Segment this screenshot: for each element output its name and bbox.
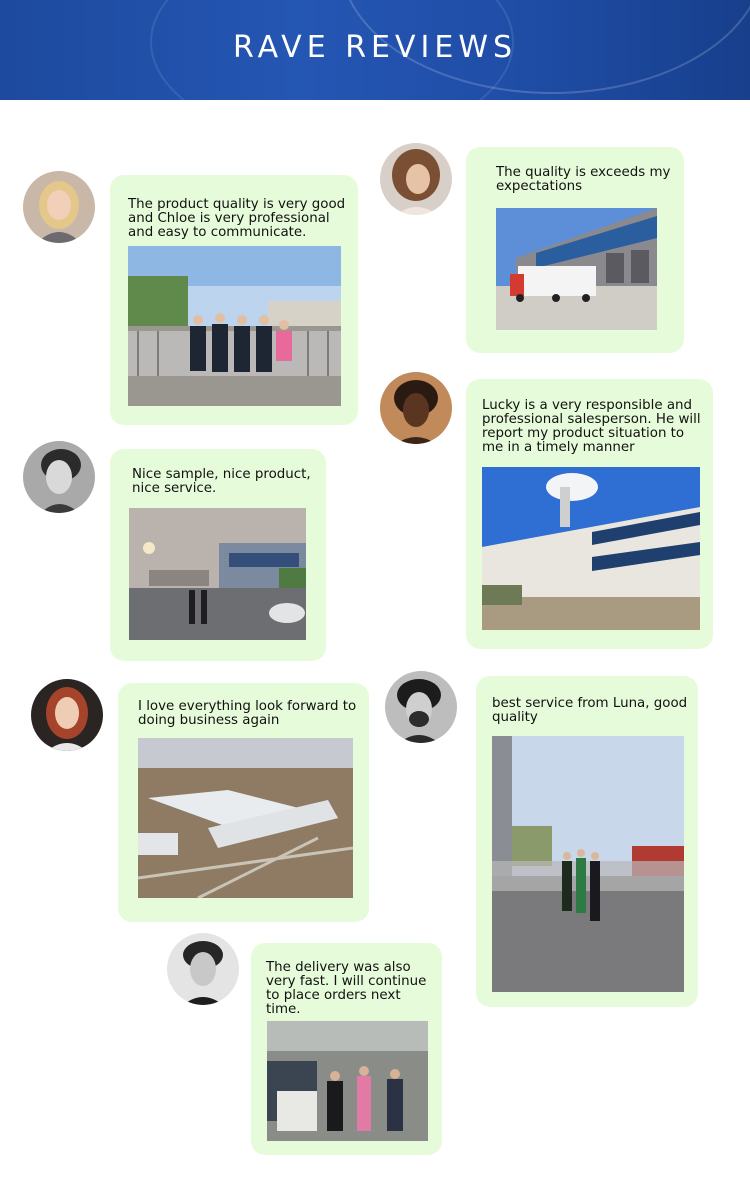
truck-at-warehouse-loading-dock <box>496 208 657 330</box>
review-text: Nice sample, nice product, nice service. <box>132 467 311 496</box>
man-dark-hair-avatar-icon <box>23 441 95 513</box>
aerial-view-of-factory-halls <box>138 738 353 898</box>
woman-curly-hair-avatar-icon <box>380 143 452 215</box>
review-card <box>476 676 698 1007</box>
visitors-at-factory-gate <box>492 736 684 992</box>
review-text: The quality is exceeds my expectations <box>496 165 671 194</box>
review-card <box>110 449 326 661</box>
review-text: The product quality is very good and Chloe is very professional and easy to communicate. <box>128 197 346 240</box>
review-text: I love everything look forward to doing business again <box>138 699 357 728</box>
review-text: Lucky is a very responsible and professional salesperson. He will report my product situation to me in a timely manner <box>482 398 701 455</box>
review-text: The delivery was also very fast. I will continue to place orders next time. <box>266 960 427 1017</box>
review-card <box>110 175 358 425</box>
woman-blonde-avatar-icon <box>23 171 95 243</box>
review-text: best service from Luna, good quality <box>492 696 688 725</box>
workshop-tour <box>267 1021 428 1141</box>
group-photo-at-factory-gate <box>128 246 341 406</box>
header-banner <box>0 0 750 100</box>
factory-building-with-chimney <box>482 467 700 630</box>
review-card <box>118 683 369 922</box>
man-beard-avatar-icon <box>385 671 457 743</box>
man-young-avatar-icon <box>167 933 239 1005</box>
page-title: RAVE REVIEWS <box>232 30 518 65</box>
visitors-at-factory-entrance-sunset <box>129 508 306 640</box>
review-card <box>466 147 684 353</box>
review-card <box>251 943 442 1155</box>
woman-dark-skin-avatar-icon <box>380 372 452 444</box>
review-card <box>466 379 713 649</box>
woman-red-hair-avatar-icon <box>31 679 103 751</box>
